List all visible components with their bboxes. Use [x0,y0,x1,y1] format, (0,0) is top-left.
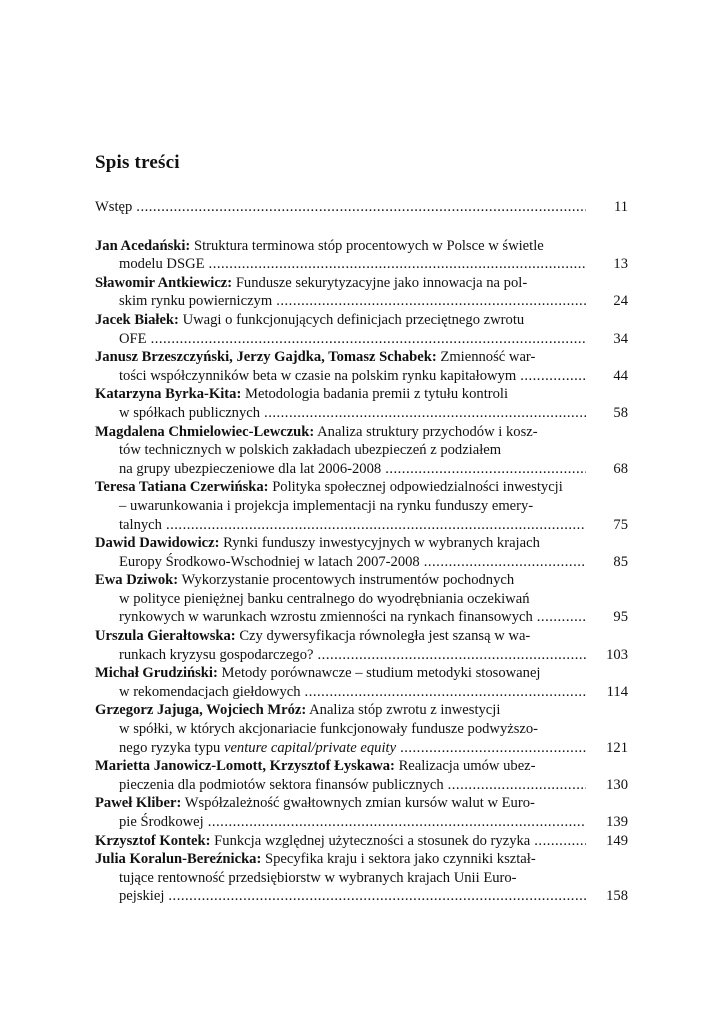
dot-leader [420,553,586,572]
toc-entry[interactable] [95,664,628,701]
page-title: Spis treści [95,152,180,173]
toc-entry-text [119,553,420,572]
toc-page-number: 121 [606,739,628,756]
dot-leader [260,404,586,423]
toc-page-number: 139 [606,814,628,830]
toc-entry-text [119,887,164,906]
toc-entry-line [95,627,586,646]
table-of-contents [95,198,628,906]
toc-entry-line [95,534,586,553]
toc-page-number: 68 [613,460,628,477]
toc-entry-text [119,776,444,795]
toc-entry-text [119,683,301,702]
toc-page-number: 34 [613,330,628,347]
toc-entry-body [95,348,586,385]
toc-entry-line [95,441,586,460]
toc-entry-line [95,478,586,497]
toc-entry-title: na grupy ubezpieczeniowe dla lat 2006-2008 [119,460,382,477]
dot-leader [272,292,586,311]
toc-entry-title: Struktura terminowa stóp procentowych w Polsce w świetle [193,237,544,254]
toc-entry-authors: Grzegorz Jajuga, Wojciech Mróz: [95,702,307,719]
toc-entry-title: runkach kryzysu gospodarczego? [119,646,314,663]
toc-entry-line [95,516,586,535]
toc-entry-body [95,701,586,757]
toc-entry-title: nego ryzyka typu [119,739,224,756]
toc-entry-text [119,330,147,349]
toc-entry-body [95,850,586,906]
toc-entry[interactable] [95,385,628,422]
dot-leader [162,516,586,535]
toc-page-number: 149 [606,832,628,849]
dot-leader [533,608,586,627]
dot-leader [132,198,586,217]
toc-entry-title: pie Środkowej [119,814,204,830]
dot-leader [204,813,586,832]
toc-entry-line [95,720,586,739]
toc-entry-line [95,385,586,404]
toc-entry-title: skim rynku powierniczym [119,293,273,310]
toc-entry-title: Specyfika kraju i sektora jako czynniki kształ- [265,851,536,868]
toc-entry-body [95,198,586,217]
toc-entry[interactable] [95,757,628,794]
toc-entry[interactable] [95,794,628,831]
toc-entry-line [95,646,586,665]
toc-entry-line [95,739,586,758]
toc-entry-line [95,608,586,627]
toc-entry-title: tujące rentowność przedsiębiorstw w wybranych krajach Unii Euro- [119,869,517,886]
toc-entry[interactable] [95,478,628,534]
toc-entry-authors: Jacek Białek: [95,311,179,328]
toc-entry[interactable] [95,311,628,348]
toc-entry-text [119,404,260,423]
toc-entry-intro[interactable] [95,198,628,217]
toc-entry-text [119,646,314,665]
toc-entry-title: Metodologia badania premii z tytułu kontroli [244,386,509,403]
toc-page-number: 158 [606,888,628,905]
toc-entry-line [95,348,586,367]
toc-entry-title: rynkowych w warunkach wzrostu zmienności na rynkach finansowych [119,609,533,626]
toc-entry-authors: Dawid Dawidowicz: [95,535,220,552]
toc-entry-line [95,423,586,442]
toc-entry-title: Analiza struktury przychodów i kosz- [317,423,538,440]
toc-entry[interactable] [95,237,628,274]
toc-entry-authors: Julia Koralun-Bereźnicka: [95,851,262,868]
toc-entry-text [119,813,204,832]
toc-entry-body [95,794,586,831]
toc-entry-line [95,497,586,516]
toc-page-number: 85 [613,553,628,570]
toc-entry[interactable] [95,627,628,664]
toc-page-number: 103 [606,646,628,663]
toc-entry-line [95,255,586,274]
dot-leader [396,739,586,758]
toc-entry-line [95,887,586,906]
toc-entry-title: Rynki funduszy inwestycyjnych w wybranych krajach [223,535,540,552]
toc-entry-line [95,404,586,423]
toc-entry-text [119,739,396,758]
toc-entry-text [119,255,205,274]
toc-entry-body [95,571,586,627]
toc-entry-text [119,608,533,627]
toc-entry-title: tości współczynników beta w czasie na polskim rynku kapitałowym [119,367,517,384]
toc-entry-line [95,311,586,330]
toc-entry-title: Funkcja względnej użyteczności a stosunek do ryzyka [214,832,531,849]
toc-entry-title: tów technicznych w polskich zakładach ubezpieczeń z podziałem [119,442,502,459]
toc-entry-title: talnych [119,516,162,533]
toc-entry-body [95,757,586,794]
toc-entry-title: modelu DSGE [119,256,205,273]
toc-entry-line [95,330,586,349]
toc-entry-line [95,274,586,293]
toc-entry-line [95,813,586,832]
toc-entry-title: w polityce pieniężnej banku centralnego do wyodrębniania oczekiwań [119,590,530,607]
toc-entry-text [119,516,162,535]
toc-entry-line [95,292,586,311]
toc-entry-authors: Teresa Tatiana Czerwińska: [95,479,269,496]
toc-entry[interactable] [95,832,628,851]
toc-entry-body [95,627,586,664]
toc-entry-authors: Urszula Gierałtowska: [95,628,236,645]
toc-entry[interactable] [95,534,628,571]
toc-entry-line [95,590,586,609]
toc-entry-title: Zmienność war- [440,349,536,366]
toc-entry[interactable] [95,850,628,906]
toc-entry[interactable] [95,571,628,627]
toc-entry-authors: Marietta Janowicz-Lomott, Krzysztof Łyskawa: [95,758,395,775]
toc-page-number: 24 [613,293,628,310]
toc-entry[interactable] [95,423,628,479]
toc-entry-authors: Ewa Dziwok: [95,572,179,589]
toc-entry[interactable] [95,701,628,757]
toc-entry-body [95,237,586,274]
toc-entry-line [95,701,586,720]
toc-page-number: 13 [613,256,628,273]
toc-page-number: 114 [606,683,628,700]
toc-page-number: 11 [613,199,628,215]
toc-entry-title: Metody porównawcze – studium metodyki stosowanej [221,665,541,682]
toc-entry-text [119,367,516,386]
toc-entry-title: Fundusze sekurytyzacyjne jako innowacja na pol- [235,274,528,291]
toc-entry-title: pejskiej [119,888,165,905]
toc-entry-line [95,683,586,702]
dot-leader [314,646,586,665]
toc-entry-title: Wykorzystanie procentowych instrumentów pochodnych [181,572,515,589]
toc-entry-title: Realizacja umów ubez- [398,758,536,775]
toc-entry-line [95,460,586,479]
toc-entry-title-italic: venture capital/private equity [223,739,397,756]
toc-entry-body [95,423,586,479]
toc-entry-text [119,460,381,479]
toc-entry-line [95,237,586,256]
toc-entry-title: – uwarunkowania i projekcja implementacji na rynku funduszy emery- [119,497,534,514]
toc-entry-line [95,198,586,217]
dot-leader [205,255,586,274]
toc-entry-line [95,869,586,888]
toc-entry-authors: Michał Grudziński: [95,665,218,682]
dot-leader [444,776,586,795]
toc-entry-line [95,757,586,776]
toc-entry-authors: Magdalena Chmielowiec-Lewczuk: [95,423,315,440]
toc-entry-body [95,478,586,534]
toc-entry-title: pieczenia dla podmiotów sektora finansów publicznych [119,776,444,793]
toc-entry-title: w rekomendacjach giełdowych [119,683,301,700]
toc-entry[interactable] [95,348,628,385]
toc-entry-title: OFE [119,330,147,347]
toc-entry-authors: Krzysztof Kontek: [95,832,211,849]
toc-page-number: 44 [613,367,628,384]
toc-page-number: 75 [613,516,628,533]
toc-entry-text [95,832,530,851]
toc-entry-body [95,832,586,851]
dot-leader [516,367,586,386]
toc-entry-line [95,794,586,813]
toc-entry-line [95,553,586,572]
toc-entry-title: w spółki, w których akcjonariacie funkcjonowały fundusze podwyższo- [119,721,539,738]
toc-entry-title: Analiza stóp zwrotu z inwestycji [309,702,501,719]
toc-entry-text [119,292,272,311]
toc-entry-title: w spółkach publicznych [119,404,261,421]
toc-entry-body [95,311,586,348]
toc-entry-authors: Janusz Brzeszczyński, Jerzy Gajdka, Tomasz Schabek: [95,349,437,366]
dot-leader [381,460,586,479]
toc-entry-body [95,664,586,701]
toc-entry[interactable] [95,274,628,311]
toc-entry-authors: Katarzyna Byrka-Kita: [95,386,242,403]
toc-entry-title: Współzależność gwałtownych zmian kursów walut w Euro- [184,795,535,812]
toc-entry-line [95,776,586,795]
toc-entry-title: Wstęp [95,199,133,215]
dot-leader [530,832,586,851]
toc-entry-title: Uwagi o funkcjonujących definicjach przeciętnego zwrotu [182,311,525,328]
toc-entry-authors: Sławomir Antkiewicz: [95,274,233,291]
toc-entry-line [95,367,586,386]
toc-entry-title: Polityka społecznej odpowiedzialności inwestycji [272,479,563,496]
dot-leader [147,330,586,349]
toc-entry-title: Europy Środkowo-Wschodniej w latach 2007-2008 [119,553,420,570]
toc-page-number: 130 [606,776,628,793]
toc-page-number: 95 [613,609,628,626]
toc-entry-body [95,274,586,311]
dot-leader [301,683,586,702]
toc-entry-line [95,832,586,851]
toc-page-number: 58 [613,404,628,421]
toc-entry-line [95,571,586,590]
dot-leader [164,887,586,906]
toc-entry-line [95,664,586,683]
toc-entry-body [95,385,586,422]
toc-entry-authors: Paweł Kliber: [95,795,182,812]
toc-entry-authors: Jan Acedański: [95,237,191,254]
toc-entry-title: Czy dywersyfikacja równoległa jest szansą w wa- [239,628,531,645]
toc-entry-line [95,850,586,869]
toc-entry-body [95,534,586,571]
